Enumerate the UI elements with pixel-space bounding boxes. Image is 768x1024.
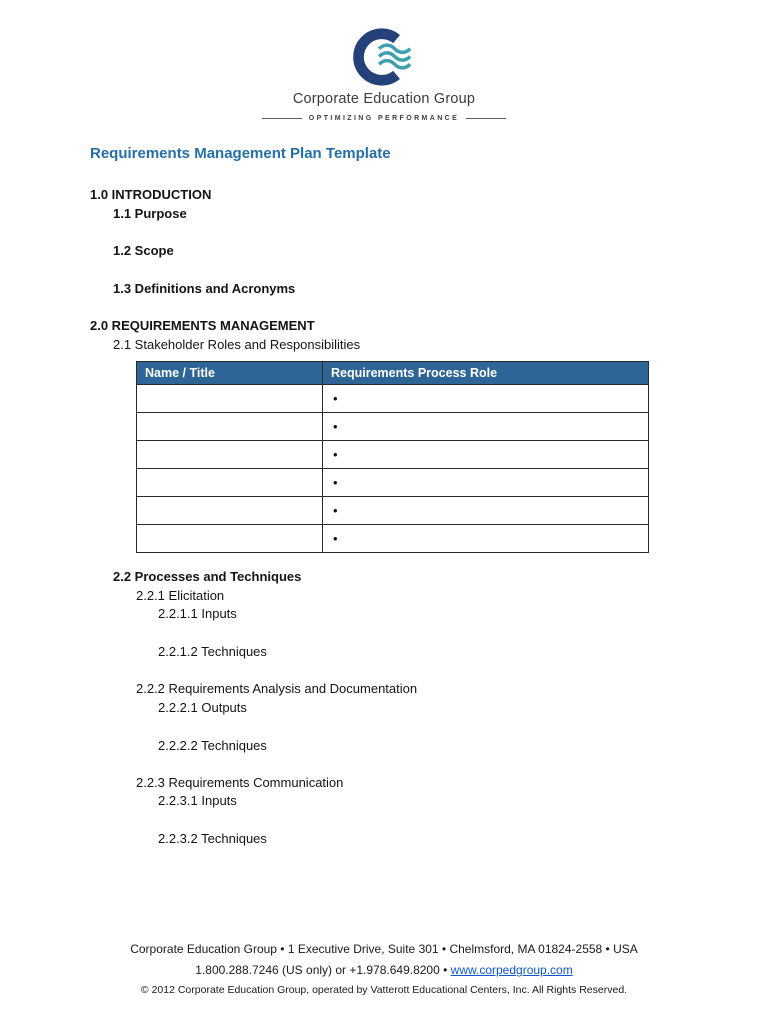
ceg-c-with-waves-icon xyxy=(349,26,419,88)
tagline-rule-right xyxy=(466,118,506,119)
bullet: • xyxy=(333,475,338,490)
footer-contact xyxy=(0,963,768,978)
section-heading-1-0: 1.0 INTRODUCTION xyxy=(90,187,212,202)
table-header-process-role: Requirements Process Role xyxy=(323,362,649,385)
table-row xyxy=(137,413,649,441)
bullet: • xyxy=(333,419,338,434)
role-cell xyxy=(323,413,649,441)
table-row xyxy=(137,469,649,497)
bullet: • xyxy=(333,391,338,406)
section-heading-2-2-3: 2.2.3 Requirements Communication xyxy=(136,775,344,790)
stakeholder-roles-table xyxy=(136,361,649,553)
role-cell xyxy=(323,469,649,497)
section-heading-1-1: 1.1 Purpose xyxy=(113,206,187,221)
logo-tagline-text: OPTIMIZING PERFORMANCE xyxy=(308,115,460,122)
section-heading-1-2: 1.2 Scope xyxy=(113,243,174,258)
section-heading-2-2-3-2: 2.2.3.2 Techniques xyxy=(158,831,267,846)
footer-phone: 1.800.288.7246 (US only) or +1.978.649.8200 • xyxy=(195,963,451,977)
document-title: Requirements Management Plan Template xyxy=(90,145,391,162)
logo-org-name: Corporate Education Group xyxy=(292,91,476,107)
tagline-rule-left xyxy=(262,118,302,119)
name-cell xyxy=(137,413,323,441)
bullet: • xyxy=(333,503,338,518)
table-row xyxy=(137,385,649,413)
role-cell xyxy=(323,525,649,553)
section-heading-2-2-3-1: 2.2.3.1 Inputs xyxy=(158,793,237,808)
role-cell xyxy=(323,441,649,469)
section-heading-2-2-2: 2.2.2 Requirements Analysis and Documentation xyxy=(136,681,418,696)
table-header-name-title: Name / Title xyxy=(137,362,323,385)
section-heading-2-1: 2.1 Stakeholder Roles and Responsibilities xyxy=(113,337,361,352)
role-cell xyxy=(323,385,649,413)
footer-address: Corporate Education Group • 1 Executive Drive, Suite 301 • Chelmsford, MA 01824-2558 • USA xyxy=(130,942,638,956)
name-cell xyxy=(137,525,323,553)
footer xyxy=(0,942,768,997)
logo-block xyxy=(0,0,768,123)
name-cell xyxy=(137,469,323,497)
bullet: • xyxy=(333,447,338,462)
footer-copyright: © 2012 Corporate Education Group, operated by Vatterott Educational Centers, Inc. All Rights Reserved. xyxy=(140,984,628,996)
section-heading-2-2-2-1: 2.2.2.1 Outputs xyxy=(158,700,247,715)
name-cell xyxy=(137,497,323,525)
name-cell xyxy=(137,441,323,469)
role-cell xyxy=(323,497,649,525)
logo-tagline xyxy=(0,114,768,123)
table-row xyxy=(137,525,649,553)
section-heading-1-3: 1.3 Definitions and Acronyms xyxy=(113,281,296,296)
section-heading-2-2-2-2: 2.2.2.2 Techniques xyxy=(158,738,267,753)
bullet: • xyxy=(333,531,338,546)
table-row xyxy=(137,497,649,525)
section-heading-2-0: 2.0 REQUIREMENTS MANAGEMENT xyxy=(90,318,315,333)
table-header-row xyxy=(137,362,649,385)
section-heading-2-2-1-2: 2.2.1.2 Techniques xyxy=(158,644,267,659)
table-row xyxy=(137,441,649,469)
section-heading-2-2-1: 2.2.1 Elicitation xyxy=(136,588,225,603)
website-link[interactable]: www.corpedgroup.com xyxy=(450,963,573,977)
name-cell xyxy=(137,385,323,413)
section-heading-2-2: 2.2 Processes and Techniques xyxy=(113,569,302,584)
section-heading-2-2-1-1: 2.2.1.1 Inputs xyxy=(158,606,237,621)
